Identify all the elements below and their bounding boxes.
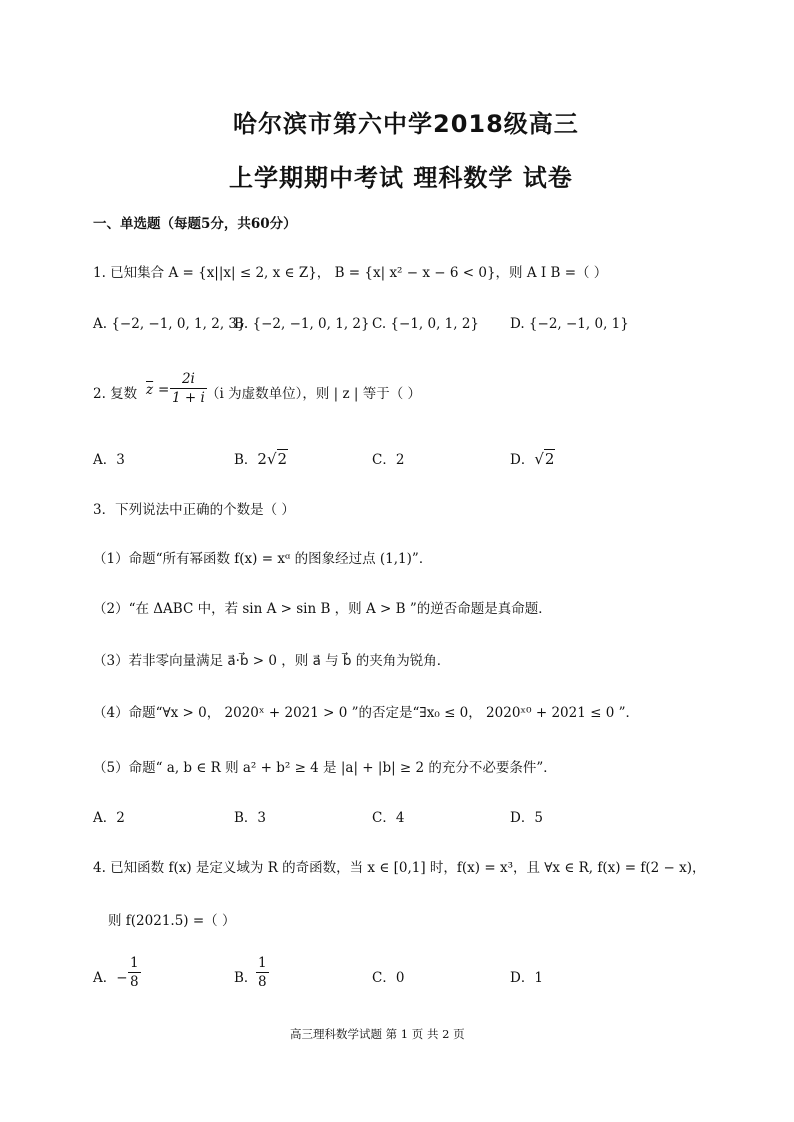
question-3-item-1: （1）命题“所有幂函数 f(x) = xᵅ 的图象经过点 (1,1)”． <box>93 551 433 567</box>
question-1-stem: 1. 已知集合 A = {x||x| ≤ 2, x ∈ Z}， B = {x| x² − x − 6 < 0}，则 A I B =（ ） <box>93 265 608 281</box>
question-4-stem-line1: 4. 已知函数 f(x) 是定义域为 R 的奇函数，当 x ∈ [0,1] 时，f(x) = x³，且 ∀x ∈ R, f(x) = f(2 − x)， <box>93 860 706 876</box>
question-3-option-b: B．3 <box>234 810 267 826</box>
question-3-item-5: （5）命题“ a, b ∈ R 则 a² + b² ≥ 4 是 |a| + |b| ≥ 2 的充分不必要条件”． <box>93 760 557 776</box>
question-4-option-d: D．1 <box>510 970 543 986</box>
question-2-fraction <box>170 371 207 406</box>
question-2-suffix: （i 为虚数单位），则 | z | 等于（ ） <box>206 386 422 402</box>
sqrt-symbol: √2 <box>266 450 288 468</box>
exam-title-line2: 上学期期中考试 理科数学 试卷 <box>229 164 573 192</box>
sqrt-symbol: √2 <box>534 450 555 468</box>
question-3-stem: 3．下列说法中正确的个数是（ ） <box>93 502 295 518</box>
sqrt-radicand: 2 <box>277 450 288 468</box>
question-3-item-3: （3）若非零向量满足 a⃗·b⃗ > 0 ，则 a⃗ 与 b⃗ 的夹角为锐角． <box>93 653 451 669</box>
question-2-option-a: A．3 <box>93 452 125 468</box>
question-2-equals: = <box>158 382 170 398</box>
fraction-bar <box>128 972 141 973</box>
question-4-option-b-fraction <box>256 955 269 990</box>
question-2-option-c: C．2 <box>372 452 405 468</box>
question-2-prefix: 2. 复数 <box>93 386 138 402</box>
option-b-prefix: B． <box>234 452 258 468</box>
question-1-option-a: A. {−2, −1, 0, 1, 2, 3} <box>93 316 246 332</box>
section-heading: 一、单选题（每题5分，共60分） <box>93 216 297 232</box>
question-1-option-b: B. {−2, −1, 0, 1, 2} <box>234 316 370 332</box>
fraction-numerator: 2i <box>181 371 195 387</box>
fraction-bar <box>256 972 269 973</box>
fraction-denominator: 1 + i <box>172 390 205 406</box>
page-footer: 高三理科数学试题 第 1 页 共 2 页 <box>290 1027 465 1041</box>
question-2-option-d <box>510 448 555 468</box>
fraction-denominator: 8 <box>130 974 139 990</box>
zbar-symbol: $\overline{z}$ <box>146 382 154 398</box>
exam-title-line1: 哈尔滨市第六中学2018级高三 <box>233 110 579 138</box>
question-3-item-4: （4）命题“∀x > 0， 2020ˣ + 2021 > 0 ”的否定是“∃x₀ ≤ 0， 2020ˣ⁰ + 2021 ≤ 0 ”． <box>93 705 639 721</box>
question-2-zbar <box>146 382 153 398</box>
question-4-stem-line2: 则 f(2021.5) =（ ） <box>108 913 236 929</box>
question-4-option-a-fraction <box>128 955 141 990</box>
question-4-option-a-label: A．− <box>93 970 128 986</box>
fraction-numerator: 1 <box>130 955 139 971</box>
fraction-bar <box>170 388 207 389</box>
fraction-numerator: 1 <box>258 955 267 971</box>
question-2-option-b <box>234 448 288 468</box>
fraction-denominator: 8 <box>258 974 267 990</box>
option-b-coef: 2 <box>257 450 267 468</box>
question-3-option-a: A．2 <box>93 810 125 826</box>
option-d-label: D． <box>510 452 535 468</box>
question-3-option-d: D．5 <box>510 810 543 826</box>
question-4-option-c: C．0 <box>372 970 405 986</box>
question-4-option-b-label: B． <box>234 970 258 986</box>
question-1-option-d: D. {−2, −1, 0, 1} <box>510 316 629 332</box>
question-1-option-c: C. {−1, 0, 1, 2} <box>372 316 480 332</box>
question-3-item-2: （2）“在 ΔABC 中，若 sin A > sin B ，则 A > B ”的逆否命题是真命题． <box>93 601 552 617</box>
question-3-option-c: C．4 <box>372 810 405 826</box>
sqrt-radicand: 2 <box>544 450 555 468</box>
